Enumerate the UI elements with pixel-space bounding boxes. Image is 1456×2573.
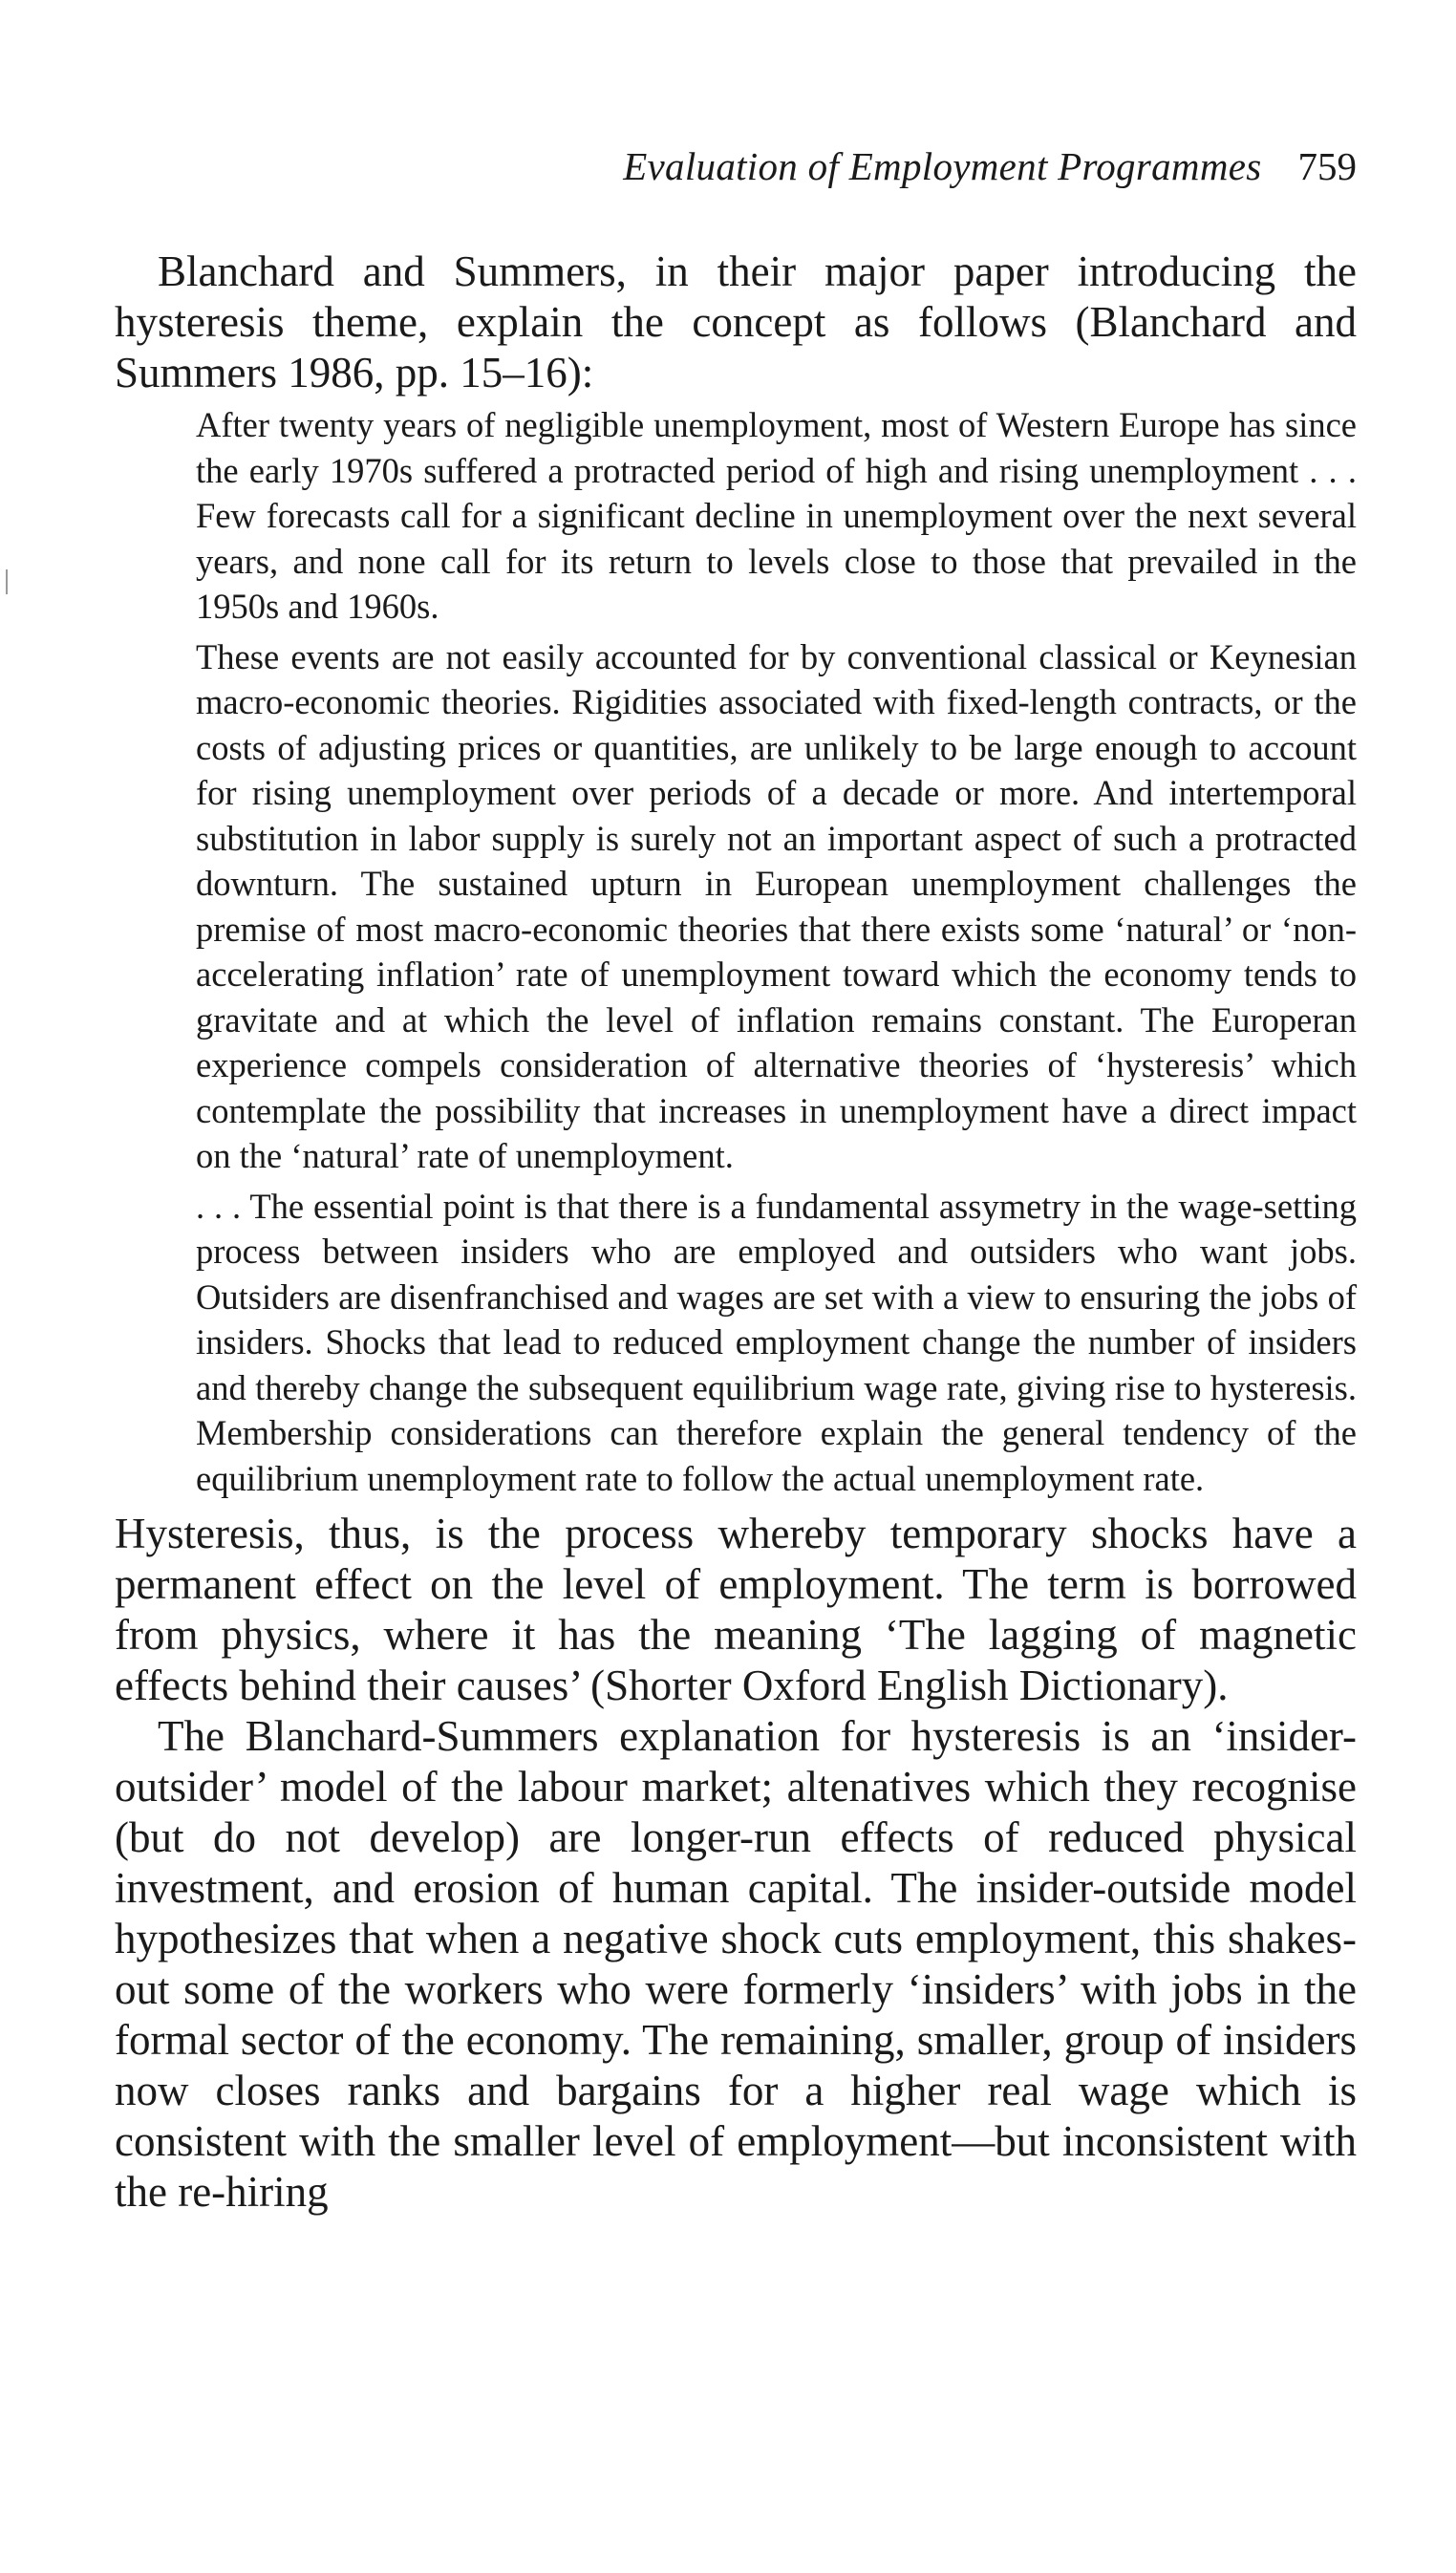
page-number: 759 (1297, 144, 1357, 188)
quote-paragraph-3: . . . The essential point is that there is a fundamental assymetry in the wage-setting process between insiders who are employed and outsiders who want jobs. Outsiders are disenfranchised and wages are set with a view to ensuring the jobs of insiders. Shocks that lead to reduced employment change the number of insiders and thereby change the subsequent equilibrium wage rate, giving rise to hysteresis. Membership considerations can therefore explain the general tendency of the equilibrium unemployment rate to follow the actual unemployment rate. (196, 1186, 1357, 1498)
insider-outsider-paragraph: The Blanchard-Summers explanation for hysteresis is an ‘insider-outsider’ model of the labour market; altenatives which they recognise (but do not develop) are longer-run effects of reduced physical investment, and erosion of human capital. The insider-outside model hypothesizes that when a negative shock cuts employment, this shakes-out some of the workers who were formerly ‘insiders’ with jobs in the formal sector of the economy. The remaining, smaller, group of insiders now closes ranks and bargains for a higher real wage which is consistent with the smaller level of employment—but inconsistent with the re-hiring (115, 1712, 1357, 2216)
block-quote (196, 402, 1357, 1501)
intro-paragraph: Blanchard and Summers, in their major paper introducing the hysteresis theme, explain the concept as follows (Blanchard and Summers 1986, pp. 15–16): (115, 247, 1357, 397)
margin-mark (6, 569, 8, 594)
quote-paragraph-1: After twenty years of negligible unemployment, most of Western Europe has since the early 1970s suffered a protracted period of high and rising unemployment . . . Few forecasts call for a significant decline in unemployment over the next several years, and none call for its return to levels close to those that prevailed in the 1950s and 1960s. (196, 405, 1357, 626)
hysteresis-definition-paragraph: Hysteresis, thus, is the process whereby temporary shocks have a permanent effect on the level of employment. The term is borrowed from physics, where it has the meaning ‘The lagging of magnetic effects behind their causes’ (Shorter Oxford English Dictionary). (115, 1510, 1357, 1709)
running-title: Evaluation of Employment Programmes (623, 144, 1262, 188)
running-head (115, 143, 1357, 210)
book-page (115, 143, 1357, 2218)
quote-paragraph-2: These events are not easily accounted for by conventional classical or Keynesian macro-economic theories. Rigidities associated with fixed-length contracts, or the costs of adjusting prices or quantities, are unlikely to be large enough to account for rising unemployment over periods of a decade or more. And intertemporal substitution in labor supply is surely not an important aspect of such a protracted downturn. The sustained upturn in European unemployment challenges the premise of most macro-economic theories that there exists some ‘natural’ or ‘non-accelerating inflation’ rate of unemployment toward which the economy tends to gravitate and at which the level of inflation remains constant. The Europeran experience compels consideration of alternative theories of ‘hysteresis’ which contemplate the possibility that increases in unemployment have a direct impact on the ‘natural’ rate of unemployment. (196, 636, 1357, 1175)
